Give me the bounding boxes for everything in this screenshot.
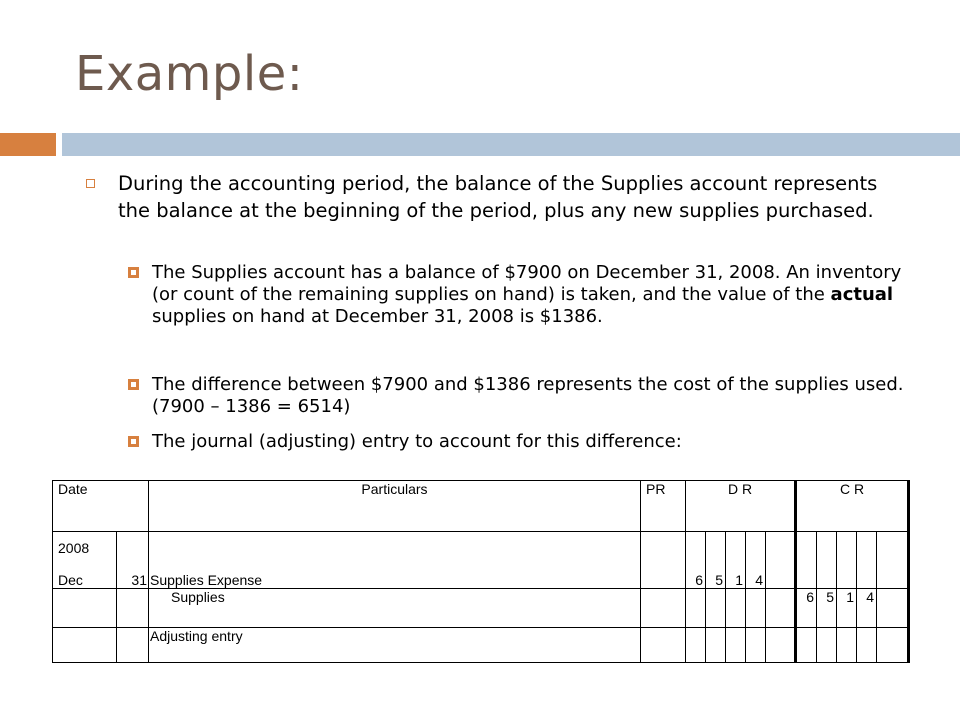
sub-bullet-icon	[128, 267, 139, 278]
credit-cents	[877, 589, 909, 628]
table-row	[53, 628, 909, 663]
pr-cell	[641, 532, 686, 589]
header-date: Date	[53, 481, 149, 532]
credit-digit	[837, 532, 857, 589]
credit-cents	[877, 628, 909, 663]
journal-entry-table	[52, 480, 910, 663]
credit-digit: 4	[857, 589, 877, 628]
sub-bullet-icon	[128, 379, 139, 390]
credit-digit: 1	[837, 589, 857, 628]
header-credit: C R	[796, 481, 909, 532]
credit-cents	[877, 532, 909, 589]
sub-bullet-3: The journal (adjusting) entry to account for this difference:	[152, 431, 682, 452]
slide-title: Example:	[75, 46, 304, 102]
credit-digit	[796, 532, 817, 589]
header-debit: D R	[686, 481, 796, 532]
debit-digit	[726, 628, 746, 663]
emphasis-actual: actual	[830, 284, 894, 305]
credit-digit: 6	[796, 589, 817, 628]
debit-cents	[766, 532, 796, 589]
particulars-cell: Supplies Expense	[149, 532, 641, 589]
sub-bullet-2: The difference between $7900 and $1386 represents the cost of the supplies used. (7900 – 1386 = 6514)	[152, 374, 904, 417]
title-accent-bar-blue	[62, 133, 960, 156]
table-header-row	[53, 481, 909, 532]
debit-digit: 4	[746, 532, 766, 589]
debit-digit	[746, 628, 766, 663]
debit-digit	[686, 628, 706, 663]
debit-digit	[746, 589, 766, 628]
credit-digit	[817, 532, 837, 589]
day-cell	[117, 589, 149, 628]
bullet-square-icon	[86, 179, 95, 188]
credit-digit	[817, 628, 837, 663]
credit-digit	[796, 628, 817, 663]
debit-digit: 5	[706, 532, 726, 589]
main-bullet-text: During the accounting period, the balance of the Supplies account represents the balance at the beginning of the period, plus any new supplies purchased.	[118, 172, 878, 222]
sub-bullet-icon	[128, 436, 139, 447]
header-pr: PR	[641, 481, 686, 532]
debit-digit	[706, 628, 726, 663]
debit-digit: 6	[686, 532, 706, 589]
particulars-cell: Supplies	[149, 589, 641, 628]
debit-cents	[766, 589, 796, 628]
particulars-cell: Adjusting entry	[149, 628, 641, 663]
table-row	[53, 589, 909, 628]
credit-digit	[857, 532, 877, 589]
date-cell	[53, 628, 117, 663]
title-accent-bar-orange	[0, 133, 56, 156]
credit-digit	[857, 628, 877, 663]
debit-cents	[766, 628, 796, 663]
debit-digit	[726, 589, 746, 628]
pr-cell	[641, 628, 686, 663]
date-cell	[53, 589, 117, 628]
credit-digit	[837, 628, 857, 663]
debit-digit	[706, 589, 726, 628]
sub-bullet-1: The Supplies account has a balance of $7900 on December 31, 2008. An inventory (or count of the remaining supplies on hand) is taken, and the value of the actual supplies on hand at December 31, 2008 is $1386.	[152, 262, 902, 327]
debit-digit	[686, 589, 706, 628]
debit-digit: 1	[726, 532, 746, 589]
table-row	[53, 532, 909, 589]
credit-digit: 5	[817, 589, 837, 628]
pr-cell	[641, 589, 686, 628]
header-particulars: Particulars	[149, 481, 641, 532]
day-cell	[117, 628, 149, 663]
day-cell: 31	[117, 532, 149, 589]
date-cell: 2008 Dec	[53, 532, 117, 589]
